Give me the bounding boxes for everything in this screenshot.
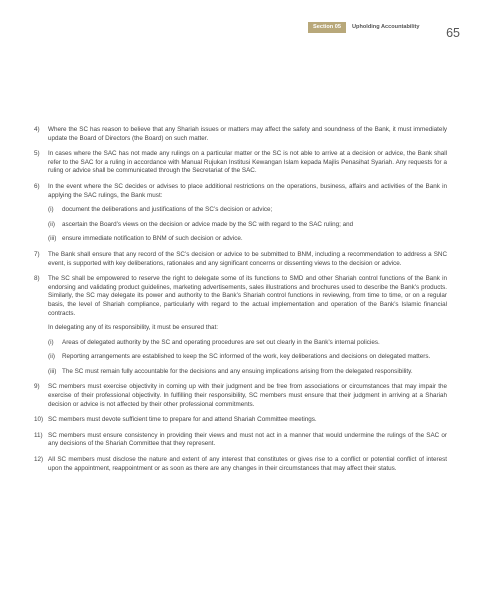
- list-item: [34, 275, 447, 376]
- section-title: Upholding Accountability: [351, 24, 420, 30]
- sub-item-text: Reporting arrangements are established to keep the SC informed of the work, key deliberations and decisions on delegated matters.: [62, 353, 431, 361]
- item-number: 5): [34, 150, 40, 158]
- item-number: 11): [34, 431, 43, 439]
- item-number: 4): [34, 126, 40, 133]
- sub-item-text: document the deliberations and justifications of the SC’s decision or advice;: [62, 206, 273, 214]
- sub-item-number: (i): [48, 206, 54, 214]
- sub-item-text: Areas of delegated authority by the SC and operating procedures are set out clearly in the Bank’s internal policies.: [62, 338, 380, 346]
- item-text: All SC members must disclose the nature and extent of any interest that constitutes or gives rise to a conflict or potential conflict of interest upon the appointment, reappointment or as soon as there are any changes in their circumstances that may affect their status.: [48, 456, 447, 472]
- list-item: [34, 432, 447, 449]
- sub-item-text: ensure immediate notification to BNM of such decision or advice.: [62, 235, 243, 243]
- list-item: [34, 126, 447, 143]
- item-number: 10): [34, 416, 44, 424]
- sub-item-text: The SC must remain fully accountable for the decisions and any ensuing implications arising from the delegated responsibility.: [62, 367, 413, 375]
- item-text: In cases where the SAC has not made any rulings on a particular matter or the SC is not able to arrive at a decision or advice, the Bank shall refer to the SAC for a ruling in accordance with Manual Rujukan Institusi Kewangan Islam kepada Majlis Penasihat Syariah. Any requests for a ruling or advice shall be communicated through the Secretariat of the SAC.: [48, 150, 447, 175]
- page-number: 65: [446, 26, 460, 40]
- list-item: [34, 251, 447, 268]
- item-paragraph: In delegating any of its responsibility, it must be ensured that:: [48, 324, 218, 332]
- list-item: [34, 416, 447, 425]
- item-number: 9): [34, 383, 40, 391]
- item-text: SC members must exercise objectivity in coming up with their judgment and be free from associations or circumstances that may impair the exercise of their professional objectivity. In fulfilling their responsibility, SC members must ensure that their judgment in arriving at a Shariah decision or advice is not affected by their other professional commitments.: [48, 383, 447, 408]
- page-header: [308, 22, 420, 33]
- sub-item-number: (ii): [48, 220, 55, 228]
- item-text: In the event where the SC decides or advises to place additional restrictions on the operations, business, affairs and activities of the Bank in applying the SAC rulings, the Bank must:: [48, 182, 447, 199]
- item-number: 12): [34, 456, 44, 464]
- sub-item-text: ascertain the Board’s views on the decision or advice made by the SC with regard to the SAC ruling; and: [62, 220, 354, 228]
- sub-item: [48, 339, 447, 348]
- sub-item: [48, 353, 447, 362]
- list-item: [34, 383, 447, 409]
- list-item: [34, 183, 447, 244]
- item-text: The SC shall be empowered to reserve the right to delegate some of its functions to SMD and other Shariah control functions of the Bank in endorsing and validating product guidelines, marketing advertisements, sales illustrations and brochures used to describe the Bank’s products. Similarly, the SC may delegate its power and authority to the Bank’s Shariah control functions in reviewing, from time to time, or on a regular basis, the level of Shariah compliance, particularly with regard to the actual implementation and operation of the Bank’s Islamic financial contracts.: [48, 275, 447, 317]
- item-number: 7): [34, 250, 40, 258]
- sub-item-number: (iii): [48, 367, 57, 375]
- item-text: SC members must devote sufficient time to prepare for and attend Shariah Committee meetings.: [48, 416, 317, 424]
- sub-item: [48, 235, 447, 244]
- sub-item-number: (ii): [48, 353, 55, 361]
- item-text: SC members must ensure consistency in providing their views and must not act in a manner that would undermine the rulings of the SAC or any decisions of the Shariah Committee that they represent.: [48, 431, 447, 448]
- sub-item-number: (iii): [48, 235, 57, 243]
- item-number: 6): [34, 182, 40, 190]
- document-body: [34, 126, 447, 480]
- sub-item: [48, 221, 447, 230]
- list-item: [34, 150, 447, 176]
- item-text: Where the SC has reason to believe that any Shariah issues or matters may affect the safety and soundness of the Bank, it must immediately update the Board of Directors (the Board) on such matter.: [48, 126, 447, 142]
- sub-item: [48, 368, 447, 377]
- item-text: The Bank shall ensure that any record of the SC’s decision or advice to be submitted to BNM, including a recommendation to address a SNC event, is supported with key deliberations, rationales and any significant concerns or dissenting views to the decision or advice.: [48, 250, 447, 267]
- item-number: 8): [34, 275, 40, 283]
- list-item: [34, 456, 447, 473]
- sub-item: [48, 206, 447, 215]
- sub-item-number: (i): [48, 338, 54, 346]
- section-label: Section 05: [308, 22, 346, 33]
